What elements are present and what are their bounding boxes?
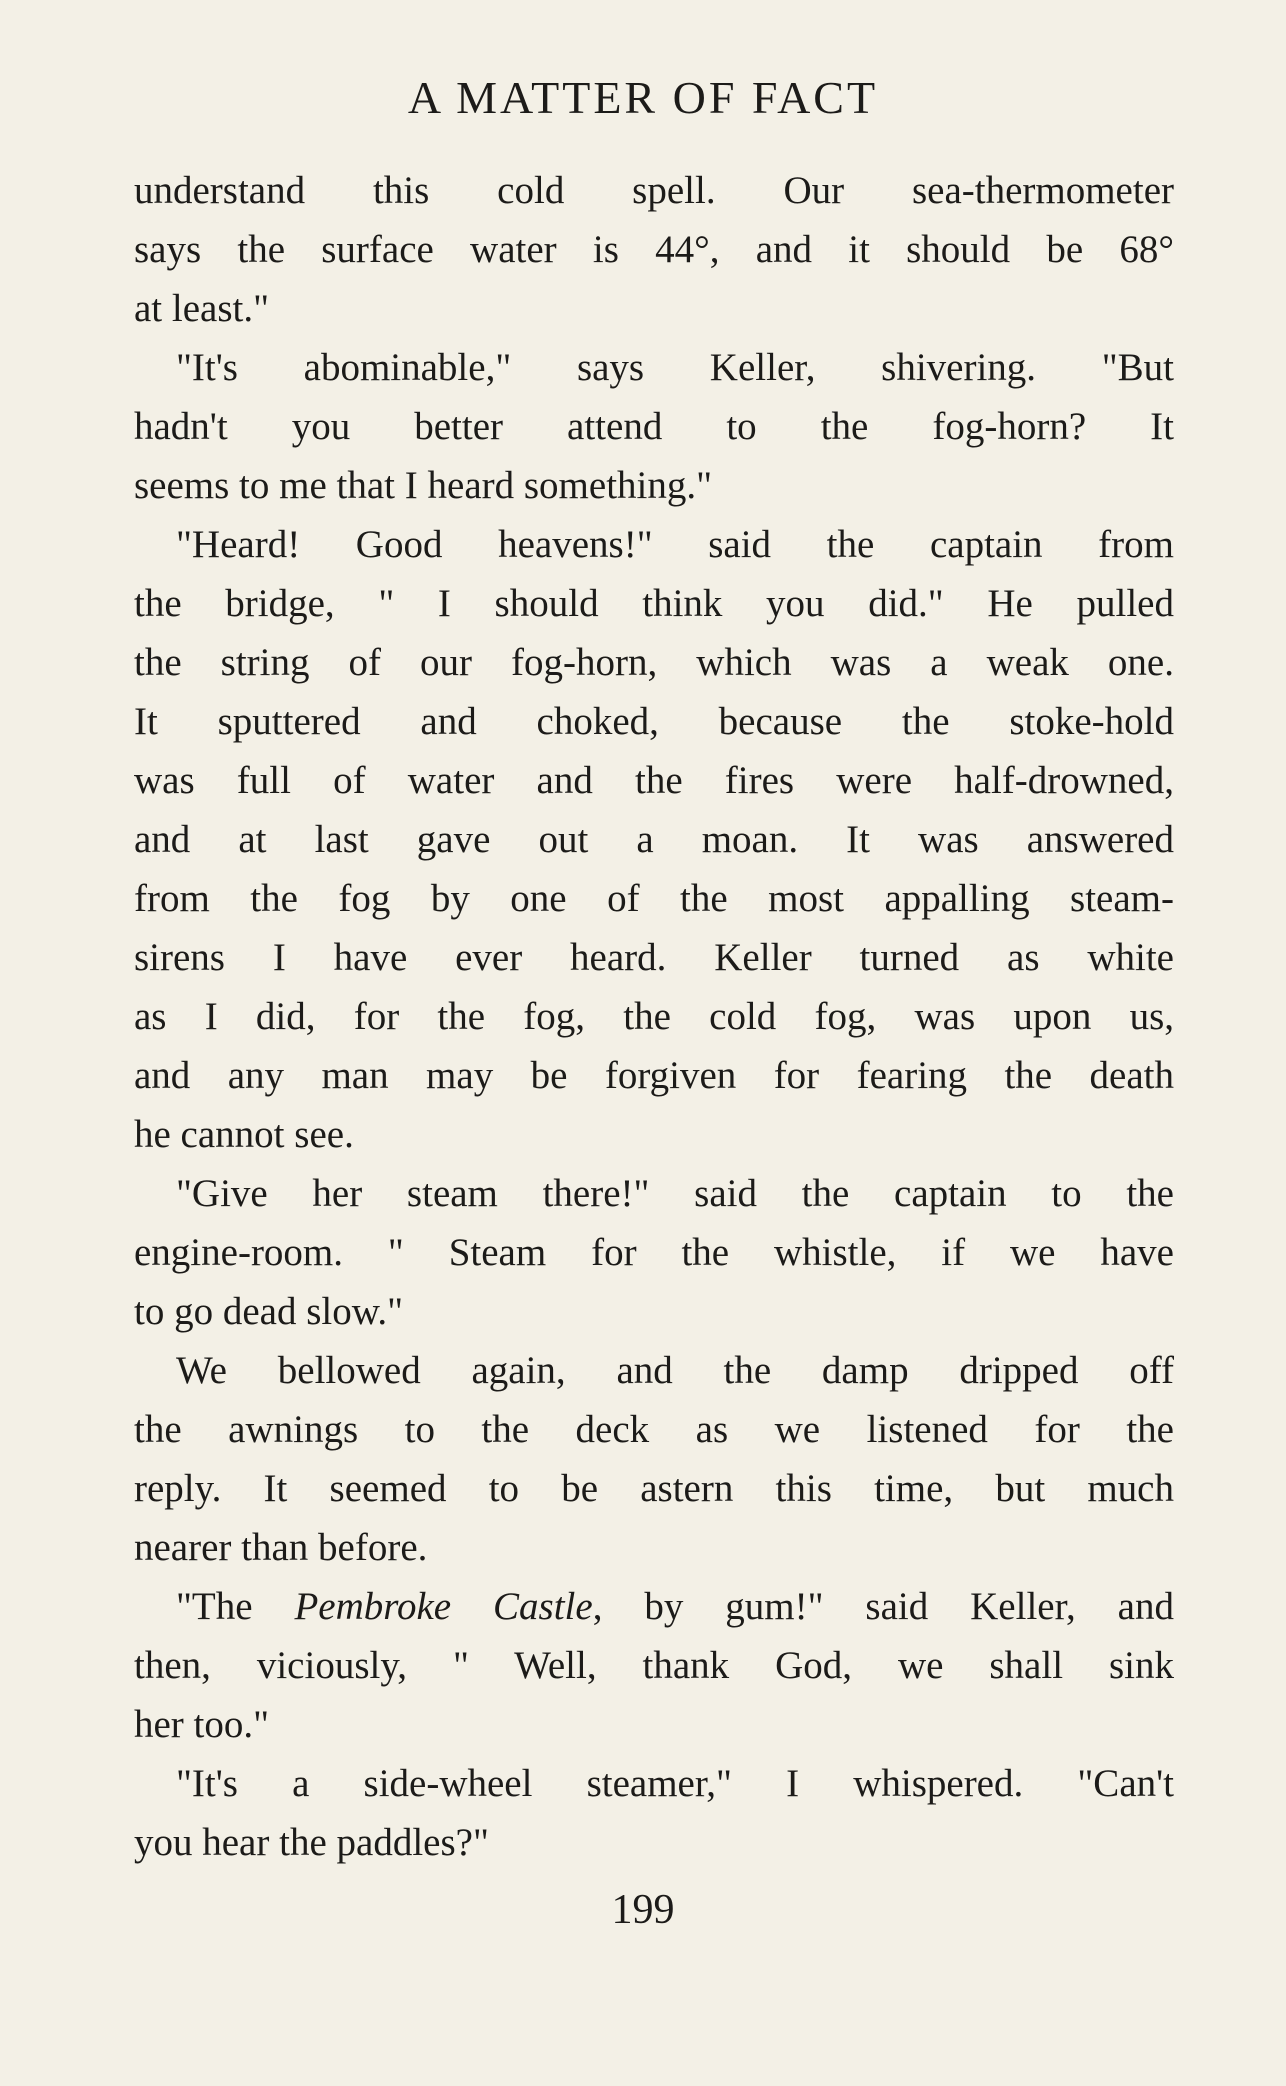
paragraph [134,1341,1174,1577]
text-line: the awnings to the deck as we listened for the [134,1408,1174,1451]
paragraph [134,1577,1174,1754]
text-line: We bellowed again, and the damp dripped off [176,1349,1174,1392]
paragraph [134,515,1174,1164]
text-line: the string of our fog-horn, which was a weak one. [134,641,1174,684]
text-line: you hear the paddles?" [134,1821,489,1864]
text-line: understand this cold spell. Our sea-thermometer [134,169,1174,212]
text-line: her too." [134,1703,270,1746]
text-line: from the fog by one of the most appalling steam- [134,877,1174,920]
text-line: says the surface water is 44°, and it should be 68° [134,228,1174,271]
body-text [134,161,1174,1872]
text-line: "Heard! Good heavens!" said the captain from [176,523,1174,566]
text-line: engine-room. " Steam for the whistle, if we have [134,1231,1174,1274]
paragraph [134,161,1174,338]
text-line: seems to me that I heard something." [134,464,713,507]
paragraph [134,338,1174,515]
text-line: to go dead slow." [134,1290,404,1333]
text-line: hadn't you better attend to the fog-horn? It [134,405,1174,448]
text-line: "It's a side-wheel steamer," I whispered. "Can't [176,1762,1174,1805]
text-line: at least." [134,287,270,330]
paragraph [134,1164,1174,1341]
page-number: 199 [611,1887,675,1933]
text-line: and any man may be forgiven for fearing the death [134,1054,1174,1097]
text-line: reply. It seemed to be astern this time, but much [134,1467,1174,1510]
ship-name: Pembroke Castle [294,1585,593,1628]
paragraph [134,1754,1174,1872]
text-line: as I did, for the fog, the cold fog, was upon us, [134,995,1174,1038]
text-line: was full of water and the fires were half-drowned, [134,759,1174,802]
text-line: "Give her steam there!" said the captain to the [176,1172,1174,1215]
text-line: and at last gave out a moan. It was answered [134,818,1174,861]
text-run: "The [176,1585,295,1628]
text-line: the bridge, " I should think you did." He pulled [134,582,1174,625]
text-line [134,1577,1174,1636]
text-line: then, viciously, " Well, thank God, we shall sink [134,1644,1174,1687]
text-line: sirens I have ever heard. Keller turned as white [134,936,1174,979]
running-head: A MATTER OF FACT [407,72,879,123]
text-line: nearer than before. [134,1526,428,1569]
text-line: he cannot see. [134,1113,354,1156]
text-line: "It's abominable," says Keller, shivering. "But [176,346,1174,389]
text-run: , by gum!" said Keller, and [592,1585,1174,1628]
text-line: It sputtered and choked, because the stoke-hold [134,700,1174,743]
